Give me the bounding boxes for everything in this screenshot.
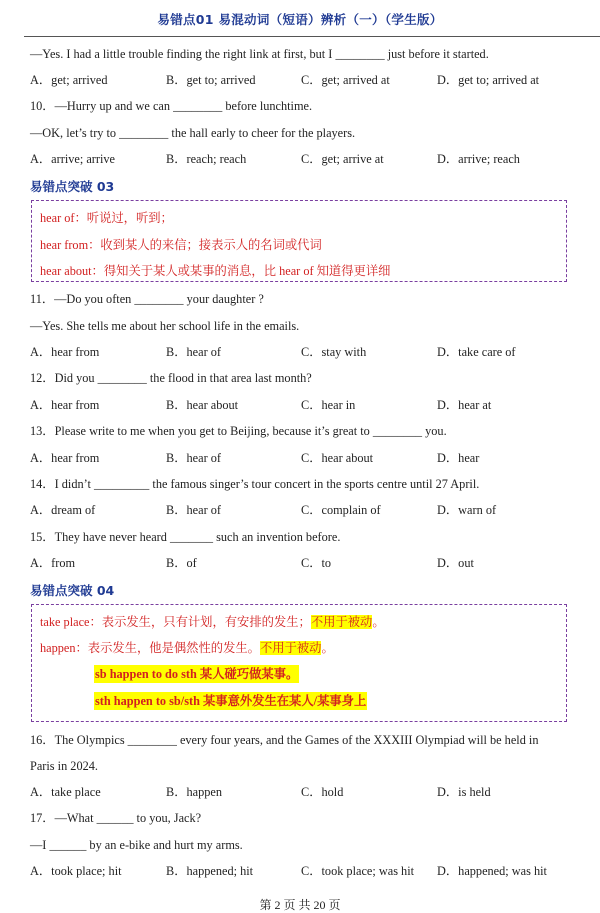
q13-option-b: B．hear of — [166, 451, 221, 465]
q14-stem: 14．I didn’t _________ the famous singer’s tour concert in the sports centre until 27 April. — [30, 477, 480, 491]
highlight-no-passive-2: 不用于被动 — [259, 641, 322, 655]
q12-option-c: C．hear in — [301, 398, 356, 412]
q13-option-c: C．hear about — [301, 451, 374, 465]
q9-option-b: B．get to; arrived — [166, 73, 256, 87]
q15-option-a: A．from — [30, 556, 76, 570]
q12-option-a: A．hear from — [30, 398, 100, 412]
q13-option-a: A．hear from — [30, 451, 100, 465]
note-hear-about: hear about：得知关于某人或某事的消息，比 hear of 知道得更详细 — [40, 264, 391, 278]
q17-stem: 17．—What ______ to you, Jack? — [30, 811, 202, 825]
note-take-place — [40, 614, 385, 630]
q15-stem: 15．They have never heard _______ such an invention before. — [30, 530, 341, 544]
q14-option-c: C．complain of — [301, 503, 381, 517]
q15-option-b: B．of — [166, 556, 197, 570]
q16-option-a: A．take place — [30, 785, 101, 799]
q10-option-a: A．arrive; arrive — [30, 152, 116, 166]
q13-stem: 13．Please write to me when you get to Beijing, because it’s great to ________ you. — [30, 424, 447, 438]
note-hear-of: hear of：听说过，听到； — [40, 211, 173, 225]
q12-option-d: D．hear at — [437, 398, 492, 412]
note-happen — [40, 640, 334, 656]
q11-option-d: D．take care of — [437, 345, 516, 359]
page-footer: 第 2 页 共 20 页 — [259, 898, 341, 912]
note-happen-to-sb: sth happen to sb/sth 某事意外发生在某人/某事身上 — [95, 694, 367, 708]
q14-option-d: D．warn of — [437, 503, 497, 517]
note-happen-end: 。 — [321, 641, 334, 655]
page-header-title: 易错点01 易混动词（短语）辨析（一）（学生版） — [157, 12, 443, 27]
q10-dialog: —OK, let’s try to ________ the hall early to cheer for the players. — [30, 126, 356, 140]
note-take-place-end: 。 — [372, 615, 385, 629]
q11-dialog: —Yes. She tells me about her school life in the emails. — [30, 319, 300, 333]
q10-option-c: C．get; arrive at — [301, 152, 384, 166]
q9-option-c: C．get; arrived at — [301, 73, 390, 87]
note-happen-text: happen：表示发生，他是偶然性的发生。 — [40, 641, 260, 655]
note-hear-from: hear from：收到某人的来信；接表示人的名词或代词 — [40, 238, 322, 252]
q12-stem: 12．Did you ________ the flood in that area last month? — [30, 371, 312, 385]
q17-dialog: —I ______ by an e-bike and hurt my arms. — [30, 838, 243, 852]
section-03-title: 易错点突破 03 — [30, 179, 115, 194]
q17-option-b: B．happened; hit — [166, 864, 254, 878]
q16-option-c: C．hold — [301, 785, 344, 799]
q17-option-c: C．took place; was hit — [301, 864, 415, 878]
q16-option-b: B．happen — [166, 785, 223, 799]
q12-option-b: B．hear about — [166, 398, 239, 412]
q16-stem-cont: Paris in 2024. — [30, 759, 98, 773]
q16-option-d: D．is held — [437, 785, 491, 799]
q15-option-c: C．to — [301, 556, 332, 570]
q16-stem: 16．The Olympics ________ every four years, and the Games of the XXXIII Olympiad will be held in — [30, 733, 539, 747]
highlight-no-passive-1: 不用于被动 — [310, 615, 373, 629]
header-divider — [24, 36, 600, 37]
q11-option-c: C．stay with — [301, 345, 367, 359]
q11-option-b: B．hear of — [166, 345, 221, 359]
q11-stem: 11．—Do you often ________ your daughter ? — [30, 292, 264, 306]
note-happen-to-do: sb happen to do sth 某人碰巧做某事。 — [95, 667, 299, 681]
q9-option-d: D．get to; arrived at — [437, 73, 540, 87]
q14-option-a: A．dream of — [30, 503, 96, 517]
q17-option-a: A．took place; hit — [30, 864, 122, 878]
q10-option-b: B．reach; reach — [166, 152, 247, 166]
q14-option-b: B．hear of — [166, 503, 221, 517]
q9-option-a: A．get; arrived — [30, 73, 108, 87]
section-04-title: 易错点突破 04 — [30, 583, 115, 598]
q9-dialog: —Yes. I had a little trouble finding the right link at first, but I ________ just before it started. — [30, 47, 489, 61]
q17-option-d: D．happened; was hit — [437, 864, 547, 878]
note-take-place-text: take place：表示发生，只有计划，有安排的发生； — [40, 615, 311, 629]
q11-option-a: A．hear from — [30, 345, 100, 359]
q15-option-d: D．out — [437, 556, 474, 570]
q13-option-d: D．hear — [437, 451, 480, 465]
q10-option-d: D．arrive; reach — [437, 152, 520, 166]
q10-stem: 10．—Hurry up and we can ________ before lunchtime. — [30, 99, 313, 113]
